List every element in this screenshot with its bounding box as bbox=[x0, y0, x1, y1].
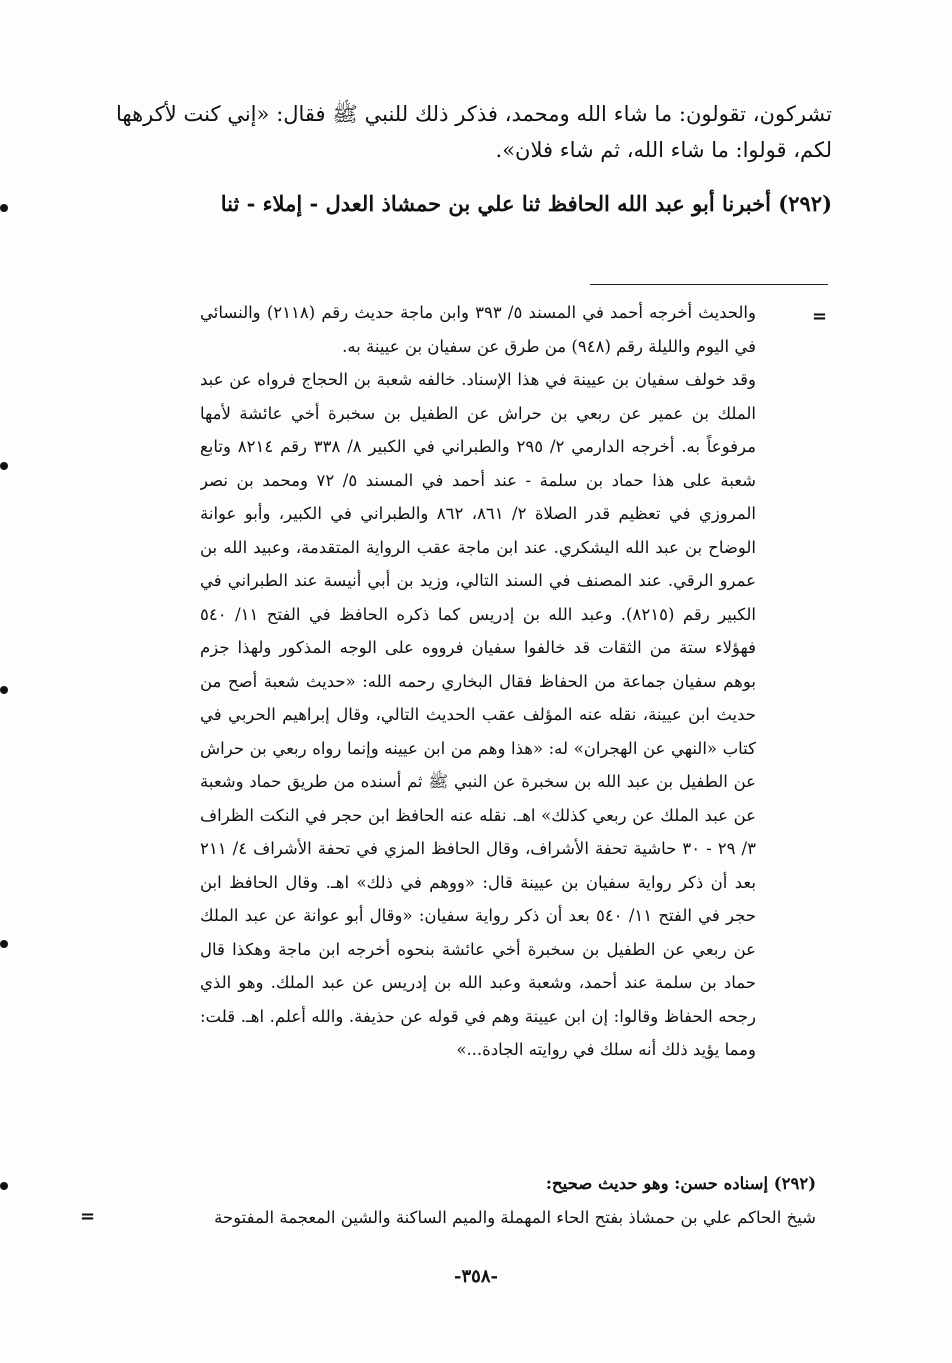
main-text bbox=[116, 96, 832, 222]
scan-edge-mark bbox=[0, 1182, 8, 1190]
footnote-292-heading: (٢٩٢) إسناده حسن: وهو حديث صحيح: bbox=[545, 1174, 816, 1193]
scan-edge-mark bbox=[0, 204, 8, 212]
footnote-continuation: والحديث أخرجه أحمد في المسند ٥/ ٣٩٣ وابن ماجة حديث رقم (٢١١٨) والنسائي في اليوم والليلة رقم (٩٤٨) من طرق عن سفيان بن عيينة به. bbox=[200, 303, 756, 356]
scan-edge-mark bbox=[0, 940, 8, 948]
footnote-separator-rule bbox=[590, 284, 828, 285]
main-continuation-paragraph: تشركون، تقولون: ما شاء الله ومحمد، فذكر ذلك للنبي ﷺ فقال: «إني كنت لأكرهها لكم، قولوا: ما شاء الله، ثم شاء فلان». bbox=[116, 102, 832, 162]
hadith-292-opening: (٢٩٢) أخبرنا أبو عبد الله الحافظ ثنا علي بن حمشاذ العدل - إملاء - ثنا bbox=[220, 191, 832, 216]
scan-edge-mark bbox=[0, 686, 8, 694]
scan-edge-mark bbox=[0, 462, 8, 470]
footnotes bbox=[200, 296, 816, 1234]
footnote-body: وقد خولف سفيان بن عيينة في هذا الإسناد. خالفه شعبة بن الحجاج فرواه عن عبد الملك بن عمير عن ربعي بن حراش عن الطفيل بن سخبرة أخي عائشة لأمها مرفوعاً به. أخرجه الدارمي ٢/ ٢٩٥ والطبراني في الكبير ٨/ ٣٣٨ رقم ٨٢١٤ وتابع شعبة على هذا حماد بن سلمة - عند أحمد في المسند ٥/ ٧٢ ومحمد بن نصر المروزي في تعظيم قدر الصلاة ٢/ ٨٦١، ٨٦٢ والطبراني في الكبير، وأبو عوانة الوضاح بن عبد الله اليشكري. عند ابن ماجة عقب الرواية المتقدمة، وعبيد الله بن عمرو الرقي. عند المصنف في السند التالي، وزيد بن أبي أنيسة عند الطبراني في الكبير رقم (٨٢١٥). وعبد الله بن إدريس كما ذكره الحافظ في الفتح ١١/ ٥٤٠ فهؤلاء ستة من الثقات قد خالفوا سفيان فرووه على الوجه المذكور ولهذا جزم بوهم سفيان جماعة من الحفاظ فقال البخاري رحمه الله: «حديث شعبة أصح من حديث ابن عيينة، نقله عنه المؤلف عقب الحديث التالي، وقال إبراهيم الحربي في كتاب «النهي عن الهجران» له: «هذا وهم من ابن عيينه وإنما رواه ربعي بن حراش عن الطفيل بن عبد الله بن سخبرة عن النبي ﷺ ثم أسنده من طريق حماد وشعبة عن عبد الملك عن ربعي كذلك» اهـ. نقله عنه الحافظ ابن حجر في النكت الظراف ٣/ ٢٩ - ٣٠ حاشية تحفة الأشراف، وقال الحافظ المزي في تحفة الأشراف ٤/ ٢١١ بعد أن ذكر رواية سفيان بن عيينة قال: «ووهم في ذلك» اهـ. وقال الحافظ ابن حجر في الفتح ١١/ ٥٤٠ بعد أن ذكر رواية سفيان: «وقال أبو عوانة عن عبد الملك عن ربعي عن الطفيل بن سخبرة أخي عائشة بنحوه أخرجه ابن ماجة وهكذا قال حماد بن سلمة عند أحمد، وشعبة وعبد الله بن إدريس عن عبد الملك. وهو الذي رجحه الحفاظ وقالوا: إن ابن عيينة وهم في قوله عن حذيفة. والله أعلم. اهـ. قلت: ومما يؤيد ذلك أنه سلك في روايته الجادة...» bbox=[200, 370, 756, 1059]
footnote-292-text: شيخ الحاكم علي بن حمشاذ بفتح الحاء المهملة والميم الساكنة والشين المعجمة المفتوحة bbox=[214, 1207, 816, 1227]
footnote-continues-marker: = bbox=[80, 1206, 96, 1227]
footnote-continuation-marker: = bbox=[812, 306, 828, 327]
page-number: -٣٥٨- bbox=[454, 1266, 498, 1287]
